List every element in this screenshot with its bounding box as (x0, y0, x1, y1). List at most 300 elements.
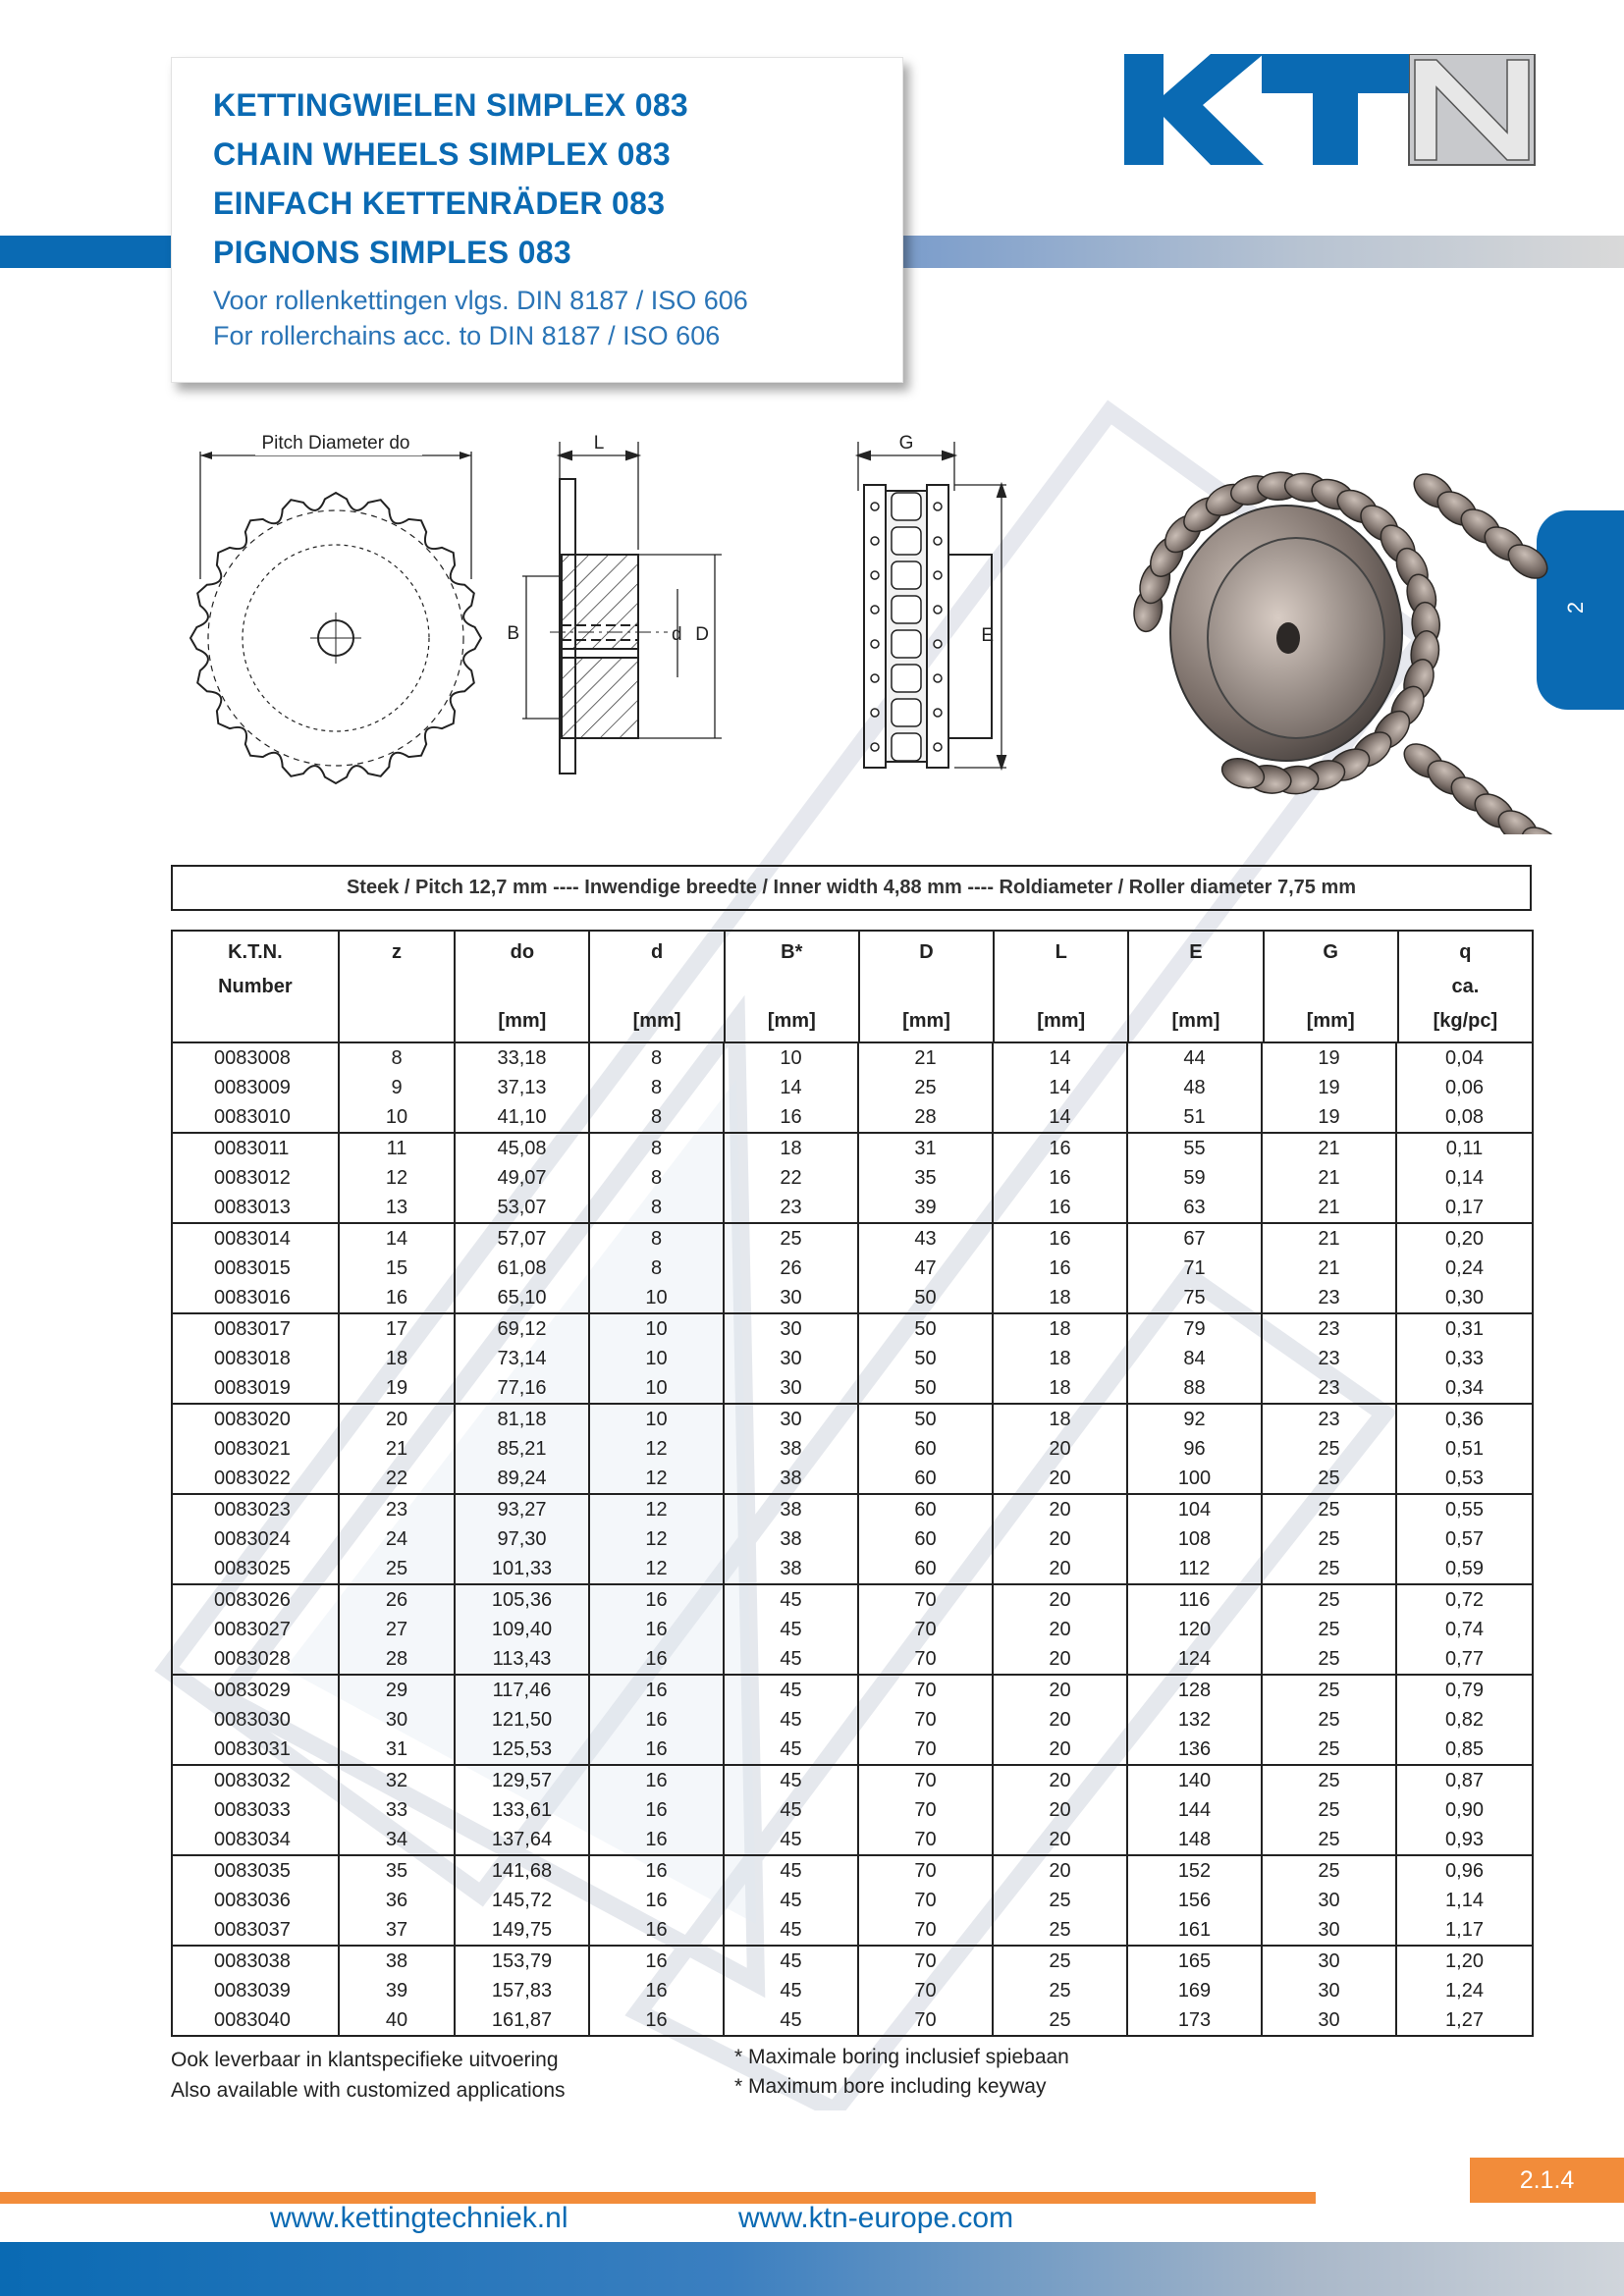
cell-big-d: 70 (859, 1705, 994, 1735)
cell-q: 0,57 (1445, 1528, 1484, 1550)
cell-do: 133,61 (456, 1795, 590, 1825)
cell-g: 30 (1263, 2005, 1397, 2035)
cell-q: 0,30 (1445, 1287, 1484, 1308)
cell-d: 16 (590, 1886, 725, 1915)
table-row (173, 1163, 1532, 1193)
cell-do: 81,18 (456, 1405, 590, 1434)
table-row (173, 1915, 1532, 1945)
cell-do: 69,12 (456, 1314, 590, 1344)
cell-ktn-number: 0083009 (173, 1073, 340, 1102)
cell-l: 25 (994, 1886, 1128, 1915)
cell-ktn-number: 0083029 (173, 1676, 340, 1705)
cell-ktn-number: 0083025 (173, 1554, 340, 1583)
cell-big-d: 39 (859, 1193, 994, 1222)
table-row (173, 1464, 1532, 1493)
cell-g: 23 (1263, 1283, 1397, 1312)
table-row (173, 1886, 1532, 1915)
cell-d: 16 (590, 1825, 725, 1854)
cell-l: 14 (994, 1043, 1128, 1073)
cell-q: 1,24 (1445, 1980, 1484, 2002)
title-nl: KETTINGWIELEN SIMPLEX 083 (213, 87, 689, 123)
header-q (1399, 932, 1532, 1041)
cell-l: 18 (994, 1344, 1128, 1373)
cell-do: 137,64 (456, 1825, 590, 1854)
cell-z: 40 (340, 2005, 456, 2035)
cell-e: 173 (1128, 2005, 1263, 2035)
row-group (173, 1766, 1532, 1856)
cell-d: 8 (590, 1224, 725, 1254)
cell-l: 20 (994, 1644, 1128, 1674)
cell-do: 49,07 (456, 1163, 590, 1193)
technical-drawings (177, 422, 1571, 834)
cell-b: 25 (725, 1224, 859, 1254)
cell-e: 100 (1128, 1464, 1263, 1493)
cell-e: 67 (1128, 1224, 1263, 1254)
cell-z: 37 (340, 1915, 456, 1945)
cell-l: 25 (994, 1976, 1128, 2005)
cell-e: 63 (1128, 1193, 1263, 1222)
cell-do: 53,07 (456, 1193, 590, 1222)
cell-ktn-number: 0083010 (173, 1102, 340, 1132)
cell-big-d: 50 (859, 1405, 994, 1434)
cell-e: 169 (1128, 1976, 1263, 2005)
dim-label-E: E (981, 625, 994, 646)
cell-ktn-number: 0083014 (173, 1224, 340, 1254)
cell-ktn-number: 0083030 (173, 1705, 340, 1735)
dim-label-L: L (593, 433, 605, 454)
header-q-unit: [kg/pc] (1433, 1010, 1498, 1032)
cell-e: 136 (1128, 1735, 1263, 1764)
cell-do: 117,46 (456, 1676, 590, 1705)
cell-q: 0,34 (1445, 1377, 1484, 1399)
table-row (173, 1224, 1532, 1254)
cell-ktn-number: 0083018 (173, 1344, 340, 1373)
table-row (173, 1043, 1532, 1073)
cell-q: 0,14 (1445, 1167, 1484, 1189)
cell-q: 1,20 (1445, 1950, 1484, 1972)
table-row (173, 1585, 1532, 1615)
cell-e: 44 (1128, 1043, 1263, 1073)
cell-big-d: 43 (859, 1224, 994, 1254)
cell-l: 20 (994, 1585, 1128, 1615)
table-row (173, 1102, 1532, 1132)
header-do-l1: do (510, 941, 535, 963)
cell-l: 16 (994, 1134, 1128, 1163)
chapter-number: 2 (1563, 601, 1589, 614)
product-table (171, 930, 1534, 2037)
chain-side-view (858, 442, 1006, 768)
cell-big-d: 31 (859, 1134, 994, 1163)
cell-q: 0,17 (1445, 1197, 1484, 1218)
cell-do: 149,75 (456, 1915, 590, 1945)
cell-l: 20 (994, 1495, 1128, 1524)
header-l (995, 932, 1129, 1041)
cell-l: 20 (994, 1735, 1128, 1764)
cell-q: 1,14 (1445, 1890, 1484, 1911)
cell-l: 18 (994, 1283, 1128, 1312)
cell-do: 125,53 (456, 1735, 590, 1764)
cell-q: 0,59 (1445, 1558, 1484, 1579)
row-group (173, 1585, 1532, 1676)
cell-g: 23 (1263, 1344, 1397, 1373)
table-row (173, 1073, 1532, 1102)
table-row (173, 1795, 1532, 1825)
table-row (173, 1766, 1532, 1795)
cell-l: 18 (994, 1405, 1128, 1434)
row-group (173, 1224, 1532, 1314)
table-row (173, 1134, 1532, 1163)
cell-q: 0,31 (1445, 1318, 1484, 1340)
cell-ktn-number: 0083031 (173, 1735, 340, 1764)
cell-b: 38 (725, 1434, 859, 1464)
cell-b: 22 (725, 1163, 859, 1193)
cell-g: 25 (1263, 1735, 1397, 1764)
cell-ktn-number: 0083027 (173, 1615, 340, 1644)
cell-z: 28 (340, 1644, 456, 1674)
table-row (173, 1856, 1532, 1886)
link-kettingtechniek[interactable]: www.kettingtechniek.nl (270, 2202, 568, 2234)
cell-b: 45 (725, 1795, 859, 1825)
cell-l: 25 (994, 2005, 1128, 2035)
cell-g: 25 (1263, 1585, 1397, 1615)
cell-e: 104 (1128, 1495, 1263, 1524)
cell-b: 45 (725, 1915, 859, 1945)
cell-big-d: 70 (859, 1795, 994, 1825)
cell-g: 21 (1263, 1224, 1397, 1254)
cell-e: 144 (1128, 1795, 1263, 1825)
cell-b: 45 (725, 1644, 859, 1674)
header-do (456, 932, 590, 1041)
cell-z: 21 (340, 1434, 456, 1464)
cell-ktn-number: 0083036 (173, 1886, 340, 1915)
cell-g: 25 (1263, 1856, 1397, 1886)
row-group (173, 1495, 1532, 1585)
dim-label-d: d (672, 624, 682, 645)
cell-g: 19 (1263, 1073, 1397, 1102)
cell-d: 12 (590, 1464, 725, 1493)
cell-b: 18 (725, 1134, 859, 1163)
cell-z: 24 (340, 1524, 456, 1554)
cell-d: 8 (590, 1193, 725, 1222)
cell-e: 84 (1128, 1344, 1263, 1373)
cell-big-d: 70 (859, 1644, 994, 1674)
table-row (173, 1705, 1532, 1735)
title-fr: PIGNONS SIMPLES 083 (213, 235, 571, 270)
cell-e: 161 (1128, 1915, 1263, 1945)
cell-l: 20 (994, 1554, 1128, 1583)
cell-ktn-number: 0083020 (173, 1405, 340, 1434)
cell-b: 30 (725, 1283, 859, 1312)
cell-ktn-number: 0083038 (173, 1947, 340, 1976)
cell-g: 25 (1263, 1524, 1397, 1554)
header-band-right (903, 236, 1624, 268)
cell-b: 10 (725, 1043, 859, 1073)
cell-d: 16 (590, 1735, 725, 1764)
cell-big-d: 60 (859, 1464, 994, 1493)
cell-b: 45 (725, 1825, 859, 1854)
cell-g: 30 (1263, 1886, 1397, 1915)
cell-do: 129,57 (456, 1766, 590, 1795)
cell-z: 10 (340, 1102, 456, 1132)
cell-z: 25 (340, 1554, 456, 1583)
cell-big-d: 70 (859, 1615, 994, 1644)
row-group (173, 1856, 1532, 1947)
cell-ktn-number: 0083019 (173, 1373, 340, 1403)
cell-ktn-number: 0083013 (173, 1193, 340, 1222)
cell-e: 112 (1128, 1554, 1263, 1583)
header-q-l2: ca. (1451, 976, 1480, 997)
cell-l: 14 (994, 1102, 1128, 1132)
cell-z: 14 (340, 1224, 456, 1254)
cell-z: 8 (340, 1043, 456, 1073)
cell-z: 22 (340, 1464, 456, 1493)
cell-z: 19 (340, 1373, 456, 1403)
cell-ktn-number: 0083012 (173, 1163, 340, 1193)
cell-b: 38 (725, 1554, 859, 1583)
table-row (173, 2005, 1532, 2035)
cell-do: 41,10 (456, 1102, 590, 1132)
cell-do: 37,13 (456, 1073, 590, 1102)
header-g (1265, 932, 1399, 1041)
cell-q: 0,72 (1445, 1589, 1484, 1611)
cell-b: 45 (725, 1676, 859, 1705)
cell-d: 16 (590, 1915, 725, 1945)
cell-big-d: 70 (859, 1676, 994, 1705)
cell-e: 132 (1128, 1705, 1263, 1735)
ktn-logo (1124, 54, 1537, 167)
specification-line: Steek / Pitch 12,7 mm ---- Inwendige breedte / Inner width 4,88 mm ---- Roldiameter / Roller diameter 7,75 mm (171, 865, 1532, 911)
cell-q: 0,36 (1445, 1409, 1484, 1430)
cell-e: 51 (1128, 1102, 1263, 1132)
header-big-d (860, 932, 995, 1041)
cell-ktn-number: 0083017 (173, 1314, 340, 1344)
cell-q: 0,74 (1445, 1619, 1484, 1640)
cell-g: 21 (1263, 1134, 1397, 1163)
table-row (173, 1644, 1532, 1674)
cell-d: 12 (590, 1554, 725, 1583)
cell-big-d: 47 (859, 1254, 994, 1283)
dim-label-G: G (898, 433, 914, 454)
cell-b: 45 (725, 1947, 859, 1976)
cell-big-d: 70 (859, 1585, 994, 1615)
cell-d: 16 (590, 2005, 725, 2035)
cell-z: 36 (340, 1886, 456, 1915)
cell-g: 21 (1263, 1163, 1397, 1193)
cell-e: 124 (1128, 1644, 1263, 1674)
cell-big-d: 70 (859, 1976, 994, 2005)
cell-do: 61,08 (456, 1254, 590, 1283)
cell-ktn-number: 0083032 (173, 1766, 340, 1795)
cell-z: 32 (340, 1766, 456, 1795)
cell-d: 16 (590, 1795, 725, 1825)
cell-big-d: 28 (859, 1102, 994, 1132)
cell-e: 165 (1128, 1947, 1263, 1976)
cell-d: 16 (590, 1766, 725, 1795)
cell-z: 29 (340, 1676, 456, 1705)
cell-g: 21 (1263, 1254, 1397, 1283)
cell-l: 16 (994, 1224, 1128, 1254)
cell-big-d: 70 (859, 1947, 994, 1976)
cell-ktn-number: 0083039 (173, 1976, 340, 2005)
cell-big-d: 70 (859, 2005, 994, 2035)
cell-do: 89,24 (456, 1464, 590, 1493)
table-row (173, 1434, 1532, 1464)
cell-l: 20 (994, 1524, 1128, 1554)
cell-g: 25 (1263, 1676, 1397, 1705)
table-row (173, 1405, 1532, 1434)
sprocket-front-view (190, 493, 481, 783)
cell-z: 38 (340, 1947, 456, 1976)
cell-g: 21 (1263, 1193, 1397, 1222)
cell-d: 16 (590, 1676, 725, 1705)
subtitle-nl: Voor rollenkettingen vlgs. DIN 8187 / ISO 606 (213, 286, 748, 315)
header-b-l1: B* (781, 941, 803, 963)
cell-d: 8 (590, 1102, 725, 1132)
cell-q: 0,06 (1445, 1077, 1484, 1098)
header-b (726, 932, 860, 1041)
header-ktn-number-l2: Number (218, 976, 293, 997)
cell-d: 12 (590, 1524, 725, 1554)
cell-q: 0,96 (1445, 1860, 1484, 1882)
cell-ktn-number: 0083033 (173, 1795, 340, 1825)
table-row (173, 1193, 1532, 1222)
cell-b: 30 (725, 1314, 859, 1344)
cell-e: 71 (1128, 1254, 1263, 1283)
cell-q: 0,90 (1445, 1799, 1484, 1821)
cell-big-d: 60 (859, 1495, 994, 1524)
cell-e: 116 (1128, 1585, 1263, 1615)
cell-e: 120 (1128, 1615, 1263, 1644)
cell-ktn-number: 0083026 (173, 1585, 340, 1615)
cell-do: 45,08 (456, 1134, 590, 1163)
cell-big-d: 21 (859, 1043, 994, 1073)
table-row (173, 1615, 1532, 1644)
header-d (590, 932, 725, 1041)
cell-b: 16 (725, 1102, 859, 1132)
sprocket-3d-illustration (1131, 467, 1567, 834)
cell-b: 14 (725, 1073, 859, 1102)
table-row (173, 1554, 1532, 1583)
cell-g: 25 (1263, 1705, 1397, 1735)
cell-l: 25 (994, 1915, 1128, 1945)
cell-do: 141,68 (456, 1856, 590, 1886)
cell-z: 12 (340, 1163, 456, 1193)
cell-g: 23 (1263, 1405, 1397, 1434)
cell-z: 15 (340, 1254, 456, 1283)
cell-do: 65,10 (456, 1283, 590, 1312)
cell-b: 45 (725, 2005, 859, 2035)
cell-do: 77,16 (456, 1373, 590, 1403)
cell-z: 13 (340, 1193, 456, 1222)
cell-g: 25 (1263, 1615, 1397, 1644)
cell-l: 20 (994, 1705, 1128, 1735)
cell-ktn-number: 0083034 (173, 1825, 340, 1854)
cell-z: 20 (340, 1405, 456, 1434)
cell-d: 16 (590, 1976, 725, 2005)
cell-q: 0,53 (1445, 1468, 1484, 1489)
cell-do: 121,50 (456, 1705, 590, 1735)
cell-q: 0,77 (1445, 1648, 1484, 1670)
cell-ktn-number: 0083021 (173, 1434, 340, 1464)
cell-ktn-number: 0083016 (173, 1283, 340, 1312)
footnote-custom-en: Also available with customized applications (171, 2079, 566, 2102)
cell-do: 153,79 (456, 1947, 590, 1976)
footnote-bore-nl: * Maximale boring inclusief spiebaan (734, 2046, 1069, 2068)
cell-d: 8 (590, 1134, 725, 1163)
table-row (173, 1314, 1532, 1344)
cell-l: 18 (994, 1314, 1128, 1344)
cell-ktn-number: 0083023 (173, 1495, 340, 1524)
cell-l: 16 (994, 1193, 1128, 1222)
cell-do: 113,43 (456, 1644, 590, 1674)
header-l-l1: L (1055, 941, 1067, 963)
cell-z: 30 (340, 1705, 456, 1735)
cell-q: 0,11 (1445, 1138, 1484, 1159)
cell-e: 140 (1128, 1766, 1263, 1795)
cell-d: 16 (590, 1615, 725, 1644)
cell-e: 55 (1128, 1134, 1263, 1163)
cell-e: 92 (1128, 1405, 1263, 1434)
header-e-unit: [mm] (1171, 1010, 1220, 1032)
cell-do: 157,83 (456, 1976, 590, 2005)
cell-q: 0,24 (1445, 1257, 1484, 1279)
header-q-l1: q (1459, 941, 1472, 963)
header-e-l1: E (1189, 941, 1203, 963)
cell-ktn-number: 0083011 (173, 1134, 340, 1163)
cell-b: 45 (725, 1976, 859, 2005)
cell-z: 35 (340, 1856, 456, 1886)
cell-e: 152 (1128, 1856, 1263, 1886)
cell-e: 75 (1128, 1283, 1263, 1312)
cell-d: 10 (590, 1314, 725, 1344)
cell-ktn-number: 0083037 (173, 1915, 340, 1945)
cell-e: 108 (1128, 1524, 1263, 1554)
cell-do: 33,18 (456, 1043, 590, 1073)
cell-g: 25 (1263, 1434, 1397, 1464)
cell-e: 88 (1128, 1373, 1263, 1403)
header-big-d-unit: [mm] (902, 1010, 950, 1032)
cell-q: 0,82 (1445, 1709, 1484, 1731)
cell-big-d: 70 (859, 1915, 994, 1945)
cell-big-d: 50 (859, 1373, 994, 1403)
cell-g: 25 (1263, 1795, 1397, 1825)
cell-ktn-number: 0083028 (173, 1644, 340, 1674)
cell-big-d: 70 (859, 1766, 994, 1795)
cell-q: 0,20 (1445, 1228, 1484, 1250)
cell-l: 20 (994, 1766, 1128, 1795)
cell-l: 20 (994, 1615, 1128, 1644)
cell-do: 101,33 (456, 1554, 590, 1583)
cell-z: 31 (340, 1735, 456, 1764)
dim-label-B: B (507, 623, 519, 644)
cell-l: 20 (994, 1434, 1128, 1464)
cell-z: 11 (340, 1134, 456, 1163)
link-ktn-europe[interactable]: www.ktn-europe.com (738, 2202, 1014, 2234)
table-row (173, 1676, 1532, 1705)
cell-big-d: 60 (859, 1554, 994, 1583)
table-row (173, 1524, 1532, 1554)
table-row (173, 1947, 1532, 1976)
cell-do: 105,36 (456, 1585, 590, 1615)
cell-do: 73,14 (456, 1344, 590, 1373)
cell-d: 10 (590, 1344, 725, 1373)
cell-big-d: 70 (859, 1856, 994, 1886)
header-band-left (0, 236, 177, 268)
table-row (173, 1976, 1532, 2005)
cell-big-d: 70 (859, 1825, 994, 1854)
cell-do: 145,72 (456, 1886, 590, 1915)
cell-b: 45 (725, 1766, 859, 1795)
